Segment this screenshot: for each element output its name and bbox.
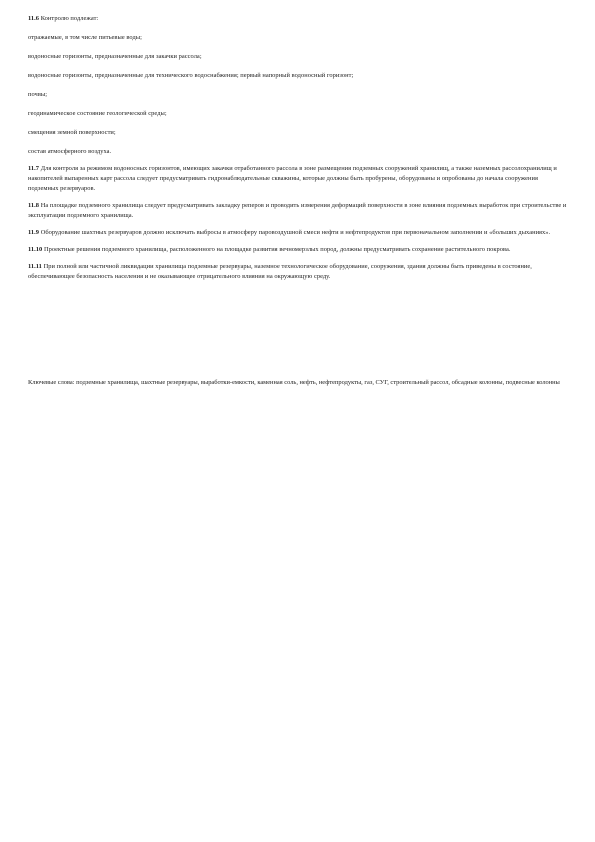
list-item: геодинамическое состояние геологической среды;	[28, 110, 167, 117]
list-item: состав атмосферного воздуха.	[28, 148, 112, 155]
paragraph-text: Контролю подлежат:	[40, 15, 99, 22]
section-number: 11.7	[28, 165, 40, 172]
section-number: 11.6	[28, 15, 40, 22]
list-item: отражаемые, в том числе питьевые воды;	[28, 34, 142, 41]
document-body	[28, 14, 568, 282]
section-number: 11.10	[28, 246, 43, 253]
paragraph-text: При полной или частичной ликвидации хранилища подземные резервуары, наземное технологическое оборудование, сооружения, здания должны быть приведены в состояние, обеспечивающее безопасность населения и не оказывающее отрицательного влияния на окружающую среду.	[28, 263, 532, 280]
paragraph-text: Для контроля за режимом водоносных горизонтов, имеющих закачки отработанного рассола в зоне размещения подземных сооружений хранилищ, а также наземных рассолохранилищ и накопителей выпаренных карт рассола следует предусматривать гидронаблюдательные скважины, которые должны быть пробурены, оборудованы и опробованы до начала сооружения подземных резервуаров.	[28, 165, 557, 192]
list-item: почвы;	[28, 91, 48, 98]
section-paragraph	[28, 201, 568, 221]
section-number: 11.8	[28, 202, 40, 209]
list-item: водоносные горизонты, предназначенные для закачки рассола;	[28, 53, 202, 60]
section-number: 11.9	[28, 229, 40, 236]
keywords-paragraph: Ключевые слова: подземные хранилища, шахтные резервуары, выработки-емкости, каменная соль, нефть, нефтепродукты, газ, СУГ, строительный рассол, обсадные колонны, подвесные колонны	[28, 379, 560, 386]
section-paragraph	[28, 262, 568, 282]
section-number: 11.11	[28, 263, 42, 270]
list-item: водоносные горизонты, предназначенные для технического водоснабжения; первый напорный водоносный горизонт;	[28, 72, 354, 79]
paragraph-text: Проектные решения подземного хранилища, расположенного на площадке развития вечномерзлых пород, должны предусматривать сохранение растительного покрова.	[43, 246, 511, 253]
section-paragraph	[28, 245, 568, 255]
paragraph-text: На площадке подземного хранилища следует предусматривать закладку реперов и проводить измерения деформаций поверхности в зоне влияния подземных выработок при строительстве и эксплуатации подземного хранилища.	[28, 202, 567, 219]
intro-paragraph	[28, 14, 568, 24]
list-item: смещения земной поверхности;	[28, 129, 116, 136]
section-paragraph	[28, 164, 568, 194]
paragraph-text: Оборудование шахтных резервуаров должно исключать выбросы в атмосферу паровоздушной смеси нефти и нефтепродуктов при первоначальном заполнении и «больших дыханиях».	[40, 229, 551, 236]
section-paragraph	[28, 228, 568, 238]
